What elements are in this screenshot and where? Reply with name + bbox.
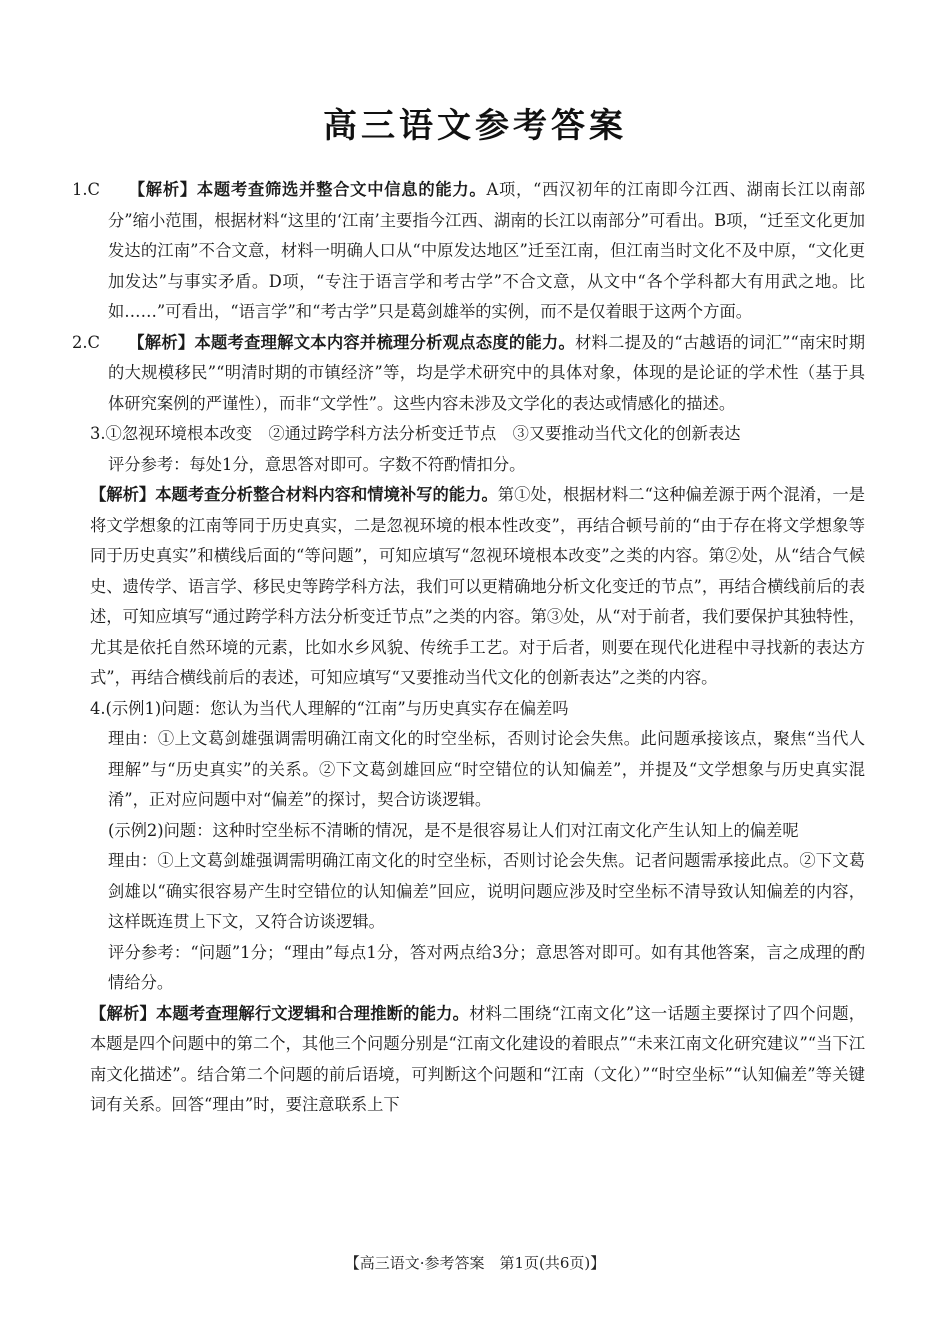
question-1 — [72, 175, 865, 328]
question-4-analysis — [90, 999, 865, 1121]
question-number: 4. — [90, 698, 106, 718]
analysis-tag: 【解析】 — [128, 180, 197, 199]
question-3 — [90, 419, 865, 450]
analysis-focus: 本题考查理解文本内容并梳理分析观点态度的能力。 — [194, 332, 576, 352]
analysis-focus: 本题考查理解行文逻辑和合理推断的能力。 — [155, 1003, 470, 1023]
analysis-text: 第①处，根据材料二“这种偏差源于两个混淆，一是将文学想象的江南等同于历史真实，二是忽视环境的根本性改变”，再结合顿号前的“由于存在将文学想象等同于历史真实”和横线后面的“等问题”，可知应填写“忽视环境根本改变”之类的内容。第②处，从“结合气候史、遗传学、语言学、移民史等跨学科方法，我们可以更精确地分析文化变迁的节点”，再结合横线前后的表述，可知应填写“通过跨学科方法分析变迁节点”之类的内容。第③处，从“对于前者，我们要保护其独特性，尤其是依托自然环境的元素，比如水乡风貌、传统手工艺。对于后者，则要在现代化进程中寻找新的表达方式”，再结合横线前后的表述，可知应填写“又要推动当代文化的创新表达”之类的内容。 — [90, 485, 865, 687]
question-2 — [72, 328, 865, 420]
example-1-question: (示例1)问题：您认为当代人理解的“江南”与历史真实存在偏差吗 — [105, 698, 569, 718]
question-4 — [90, 694, 865, 725]
example-1-reason: 理由：①上文葛剑雄强调需明确江南文化的时空坐标，否则讨论会失焦。此问题承接该点，聚焦“当代人理解”与“历史真实”的关系。②下文葛剑雄回应“时空错位的认知偏差”，并提及“文学想象与历史真实混淆”，正对应问题中对“偏差”的探讨，契合访谈逻辑。 — [108, 729, 865, 809]
page-title: 高三语文参考答案 — [323, 106, 627, 146]
analysis-tag: 【解析】 — [90, 1003, 156, 1023]
question-3-analysis — [90, 480, 865, 694]
example-2-reason: 理由：①上文葛剑雄强调需明确江南文化的时空坐标，否则讨论会失焦。记者问题需承接此点。②下文葛剑雄以“确实很容易产生时空错位的认知偏差”回应，说明问题应涉及时空坐标不清导致认知偏差的内容，这样既连贯上下文，又符合访谈逻辑。 — [108, 851, 865, 931]
scoring-note: 评分参考：每处1分，意思答对即可。字数不符酌情扣分。 — [108, 454, 526, 474]
analysis-focus: 本题考查筛选并整合文中信息的能力。 — [196, 180, 487, 199]
page-footer: 【高三语文·参考答案 第1页(共6页)】 — [344, 1254, 606, 1272]
question-number: 1.C — [72, 180, 100, 199]
answer-text: ①忽视环境根本改变 ②通过跨学科方法分析变迁节点 ③又要推动当代文化的创新表达 — [105, 424, 741, 443]
scoring-note: 评分参考：“问题”1分；“理由”每点1分，答对两点给3分；意思答对即可。如有其他答案，言之成理的酌情给分。 — [108, 942, 865, 992]
analysis-text: 材料二提及的“古越语的词汇”“南宋时期的大规模移民”“明清时期的市镇经济”等，均是学术研究中的具体对象，体现的是论证的学术性（基于具体研究案例的严谨性），而非“文学性”。这些内容未涉及文学化的表达或情感化的描述。 — [108, 332, 865, 413]
analysis-tag: 【解析】 — [90, 485, 156, 504]
analysis-text: A项，“西汉初年的江南即今江西、湖南长江以南部分”缩小范围，根据材料“这里的‘江南’主要指今江西、湖南的长江以南部分”可看出。B项，“迁至文化更加发达的江南”不合文意，材料一明确人口从“中原发达地区”迁至江南，但江南当时文化不及中原，“文化更加发达”与事实矛盾。D项，“专注于语言学和考古学”不合文意，从文中“各个学科都大有用武之地。比如……”可看出，“语言学”和“考古学”只是葛剑雄举的实例，而不是仅着眼于这两个方面。 — [108, 180, 865, 321]
analysis-tag: 【解析】 — [128, 332, 195, 352]
analysis-focus: 本题考查分析整合材料内容和情境补写的能力。 — [155, 485, 498, 504]
question-number: 2.C — [72, 332, 100, 352]
question-number: 3. — [90, 424, 106, 443]
example-2-question: (示例2)问题：这种时空坐标不清晰的情况，是不是很容易让人们对江南文化产生认知上的偏差呢 — [108, 820, 799, 840]
answer-content — [72, 175, 865, 1121]
analysis-text: 材料二围绕“江南文化”这一话题主要探讨了四个问题，本题是四个问题中的第二个，其他三个问题分别是“江南文化建设的着眼点”“未来江南文化研究建议”“当下江南文化描述”。结合第二个问题的前后语境，可判断这个问题和“江南（文化）”“时空坐标”“认知偏差”等关键词有关系。回答“理由”时，要注意联系上下 — [90, 1003, 865, 1114]
